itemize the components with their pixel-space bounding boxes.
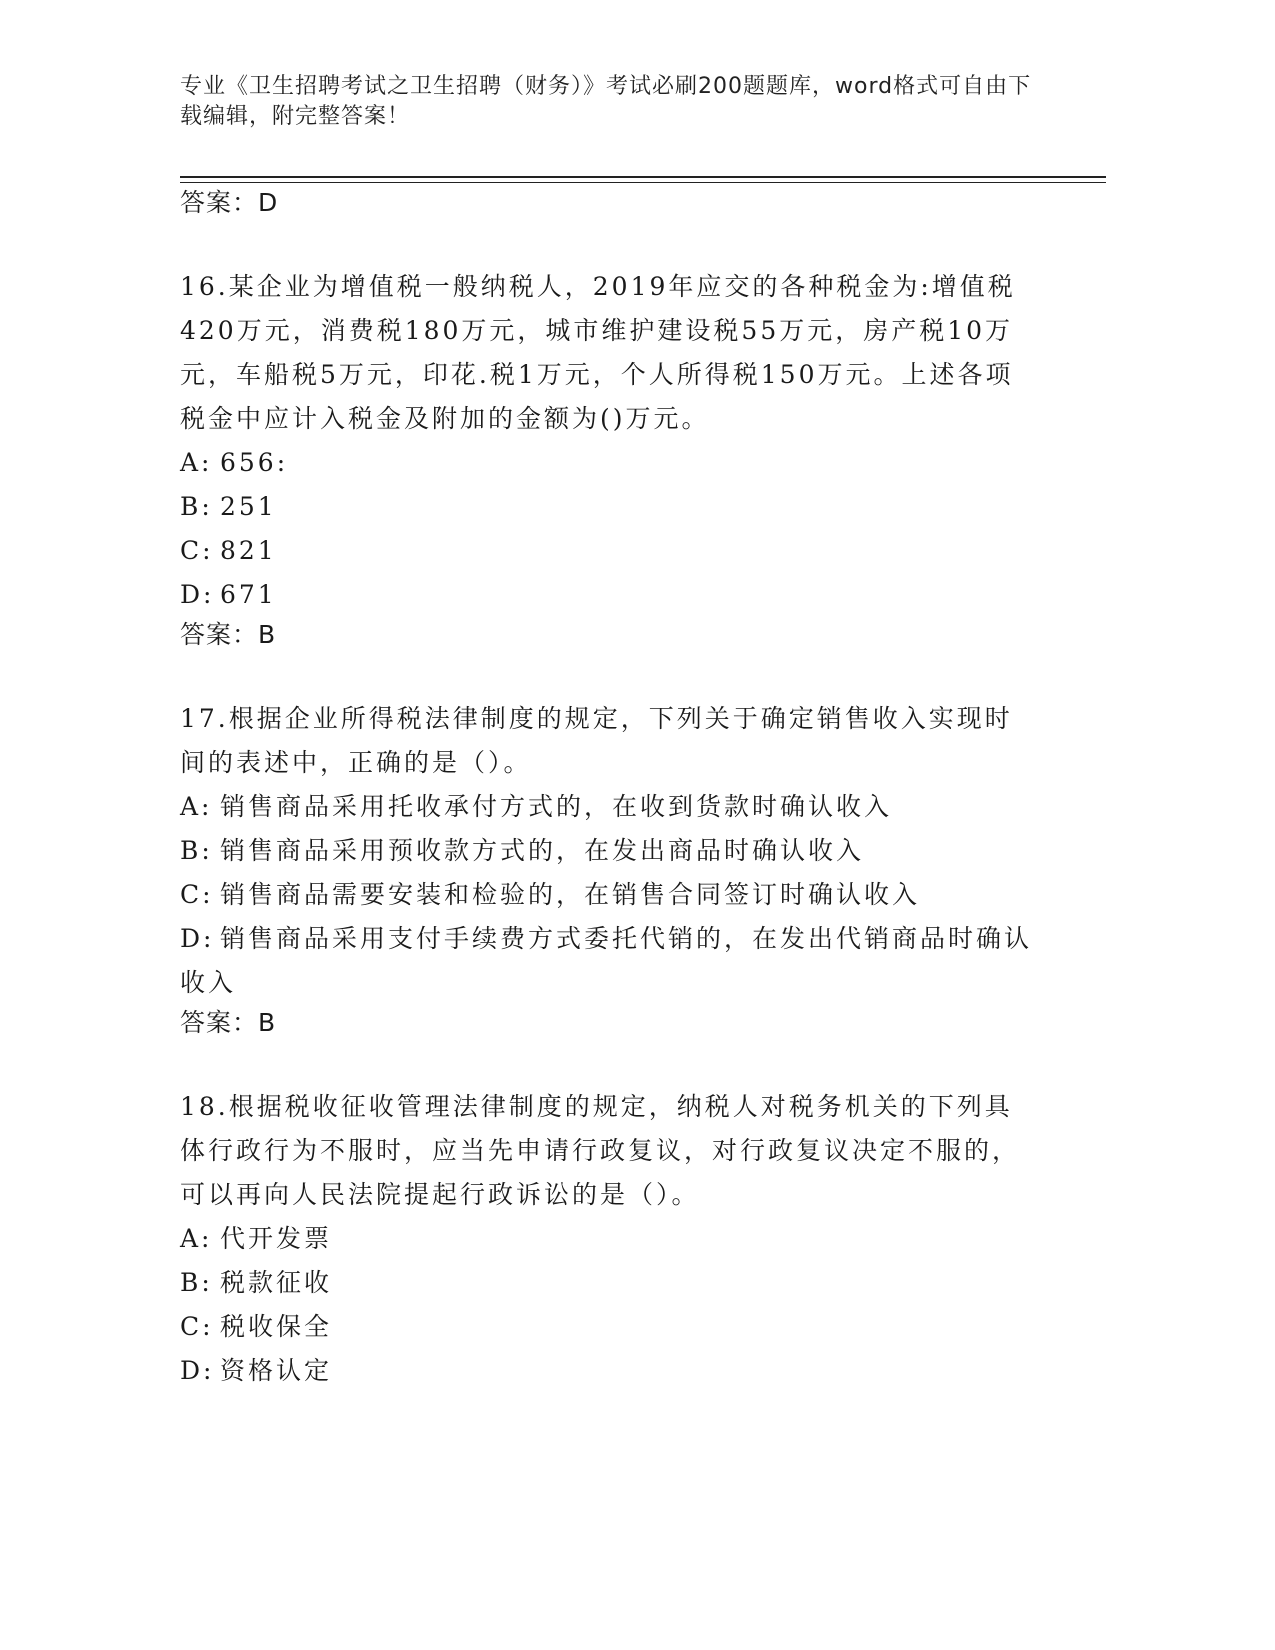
option-letter: D: [180, 580, 215, 609]
option-letter: A: [180, 448, 213, 477]
option-text: 资格认定 [220, 1356, 333, 1385]
question-text: 16.某企业为增值税一般纳税人，2019年应交的各种税金为:增值税420万元，消费税180万元，城市维护建设税55万元，房产税10万元，车船税5万元，印花.税1万元，个人所得税150万元。上述各项税金中应计入税金及附加的金额为()万元。 [180, 272, 1016, 433]
option-text: 代开发票 [220, 1224, 333, 1253]
option-text: 656: [220, 448, 289, 477]
option-letter: D: [180, 1356, 215, 1385]
option-b [180, 829, 1040, 873]
option-text: 821 [220, 536, 277, 565]
option-c [180, 873, 1040, 917]
option-text: 税款征收 [220, 1268, 333, 1297]
option-c [180, 529, 1040, 573]
question-spacer [180, 1049, 1040, 1085]
question-text: 18.根据税收征收管理法律制度的规定，纳税人对税务机关的下列具体行政行为不服时，应当先申请行政复议，对行政复议决定不服的，可以再向人民法院提起行政诉讼的是（）。 [180, 1092, 1021, 1209]
option-a [180, 1217, 1040, 1261]
header-rule-thin [180, 182, 1106, 183]
answer-label: 答案：D [180, 188, 279, 217]
answer-label: 答案：B [180, 1008, 277, 1037]
option-a [180, 441, 1040, 485]
question-text: 17.根据企业所得税法律制度的规定，下列关于确定销售收入实现时间的表述中，正确的是（）。 [180, 704, 1013, 777]
option-letter: A: [180, 1224, 213, 1253]
option-letter: B: [180, 836, 213, 865]
option-letter: C: [180, 536, 214, 565]
option-text: 671 [220, 580, 277, 609]
answer-label: 答案：B [180, 620, 277, 649]
option-text: 税收保全 [220, 1312, 333, 1341]
option-letter: B: [180, 492, 213, 521]
option-d [180, 1349, 1040, 1393]
question-spacer [180, 229, 1040, 265]
question-block [180, 697, 1040, 1040]
option-text: 销售商品需要安装和检验的，在销售合同签订时确认收入 [220, 880, 921, 909]
option-text: 销售商品采用支付手续费方式委托代销的，在发出代销商品时确认收入 [180, 924, 1033, 997]
header-rule-thick [180, 176, 1106, 178]
option-c [180, 1305, 1040, 1349]
option-letter: A: [180, 792, 213, 821]
option-a [180, 785, 1040, 829]
question-block [180, 1085, 1040, 1393]
option-text: 销售商品采用托收承付方式的，在收到货款时确认收入 [220, 792, 893, 821]
document-body [180, 185, 1040, 1393]
question-block [180, 265, 1040, 652]
option-text: 销售商品采用预收款方式的，在发出商品时确认收入 [220, 836, 865, 865]
option-letter: D: [180, 924, 215, 953]
option-b [180, 485, 1040, 529]
option-d [180, 917, 1040, 1005]
question-spacer [180, 661, 1040, 697]
page-header: 专业《卫生招聘考试之卫生招聘（财务）》考试必刷200题题库，word格式可自由下载编辑，附完整答案！ [180, 74, 1032, 129]
option-text: 251 [220, 492, 277, 521]
option-b [180, 1261, 1040, 1305]
option-letter: C: [180, 1312, 214, 1341]
option-d [180, 573, 1040, 617]
option-letter: B: [180, 1268, 213, 1297]
option-letter: C: [180, 880, 214, 909]
